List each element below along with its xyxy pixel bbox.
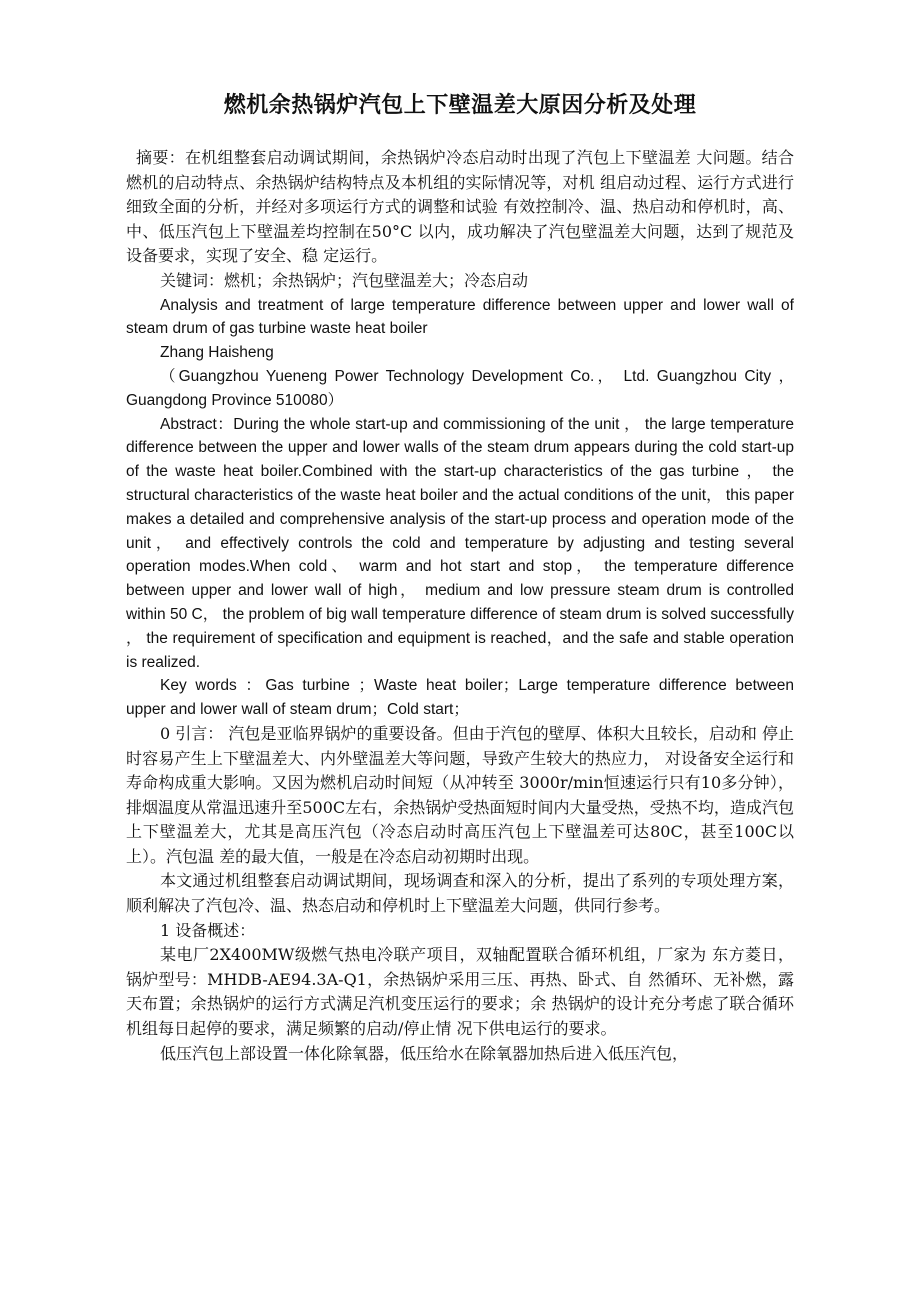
affiliation: （Guangzhou Yueneng Power Technology Development Co.， Ltd. Guangzhou City ， Guangdong Province 510080）	[126, 367, 794, 409]
author: Zhang Haisheng	[160, 344, 274, 362]
keywords-en: Key words ：Gas turbine ；Waste heat boiler；Large temperature difference between upper and lower wall of steam drum；Cold start；	[126, 677, 794, 719]
section-heading: 1 设备概述：	[160, 920, 256, 940]
document-body	[126, 146, 794, 1066]
keywords-cn: 关键词：燃机；余热锅炉；汽包壁温差大；冷态启动	[160, 270, 529, 290]
intro-paragraph-2: 本文通过机组整套启动调试期间，现场调查和深入的分析，提出了系列的专项处理方案，顺利解决了汽包冷、温、热态启动和停机时上下壁温差大问题，供同行参考。	[126, 871, 794, 916]
document-title: 燃机余热锅炉汽包上下壁温差大原因分析及处理	[223, 93, 697, 118]
section-paragraph: 某电厂2X400MW级燃气热电冷联产项目，双轴配置联合循环机组，厂家为 东方菱日，锅炉型号：MHDB-AE94.3A-Q1，余热锅炉采用三压、再热、卧式、自 然循环、无补燃，露天布置；余热锅炉的运行方式满足汽机变压运行的要求；余 热锅炉的设计充分考虑了联合循环机组每日起停的要求，满足频繁的启动/停止情 况下供电运行的要求。	[126, 945, 794, 1039]
intro-paragraph: 0 引言： 汽包是亚临界锅炉的重要设备。但由于汽包的壁厚、体积大且较长，启动和 停止时容易产生上下壁温差大、内外壁温差大等问题，导致产生较大的热应力， 对设备安全运行和寿命构成重大影响。又因为燃机启动时间短（从冲转至 3000r/min恒速运行只有10多分钟），排烟温度从常温迅速升至500C左右，余热锅炉受热面短时间内大量受热，受热不均，造成汽包上下壁温差大，尤其是高压汽包（冷态启动时高压汽包上下壁温差可达80C，甚至100C以上）。汽包温 差的最大值，一般是在冷态启动初期时出现。	[126, 723, 794, 866]
abstract-en: Abstract：During the whole start-up and commissioning of the unit ， the large temperature difference between the upper and lower walls of the steam drum appears during the cold start-up of the waste heat boiler.Combined with the start-up characteristics of the gas turbine ， the structural characteristics of the waste heat boiler and the actual conditions of the unit， this paper makes a detailed and comprehensive analysis of the start-up process and operation mode of the unit， and effectively controls the cold and temperature by adjusting and testing several operation modes.When cold、 warm and hot start and stop， the temperature difference between upper and lower wall of high， medium and low pressure steam drum is controlled within 50 C， the problem of big wall temperature difference of steam drum is solved successfully ， the requirement of specification and equipment is reached，and the safe and stable operation is realized.	[126, 415, 794, 671]
abstract-cn: 摘要：在机组整套启动调试期间，余热锅炉冷态启动时出现了汽包上下壁温差 大问题。结合燃机的启动特点、余热锅炉结构特点及本机组的实际情况等，对机 组启动过程、运行方式进行细致全面的分析，并经对多项运行方式的调整和试验 有效控制冷、温、热启动和停机时，高、中、低压汽包上下壁温差均控制在50°C 以内，成功解决了汽包壁温差大问题，达到了规范及设备要求，实现了安全、稳 定运行。	[126, 148, 794, 266]
section-paragraph-2: 低压汽包上部设置一体化除氧器，低压给水在除氧器加热后进入低压汽包，	[160, 1043, 689, 1063]
english-title: Analysis and treatment of large temperature difference between upper and lower wall of steam drum of gas turbine waste heat boiler	[126, 296, 794, 338]
